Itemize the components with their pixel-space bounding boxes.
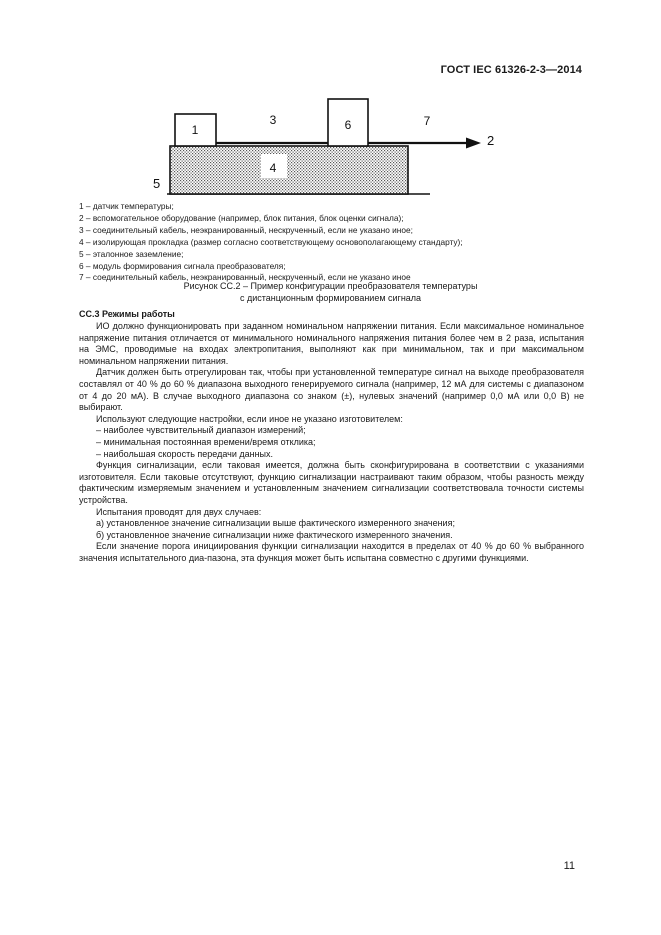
figure-caption-line2: с дистанционным формированием сигнала [239, 293, 422, 303]
figure-label-4: 4 [269, 161, 277, 175]
list-item: а) установленное значение сигнализации выше фактического измеренного значения; [96, 518, 455, 529]
section-title: СС.3 Режимы работы [79, 309, 175, 319]
figure-diagram [0, 90, 661, 200]
legend-item: 5 – эталонное заземление; [79, 248, 184, 259]
figure-legend [79, 201, 589, 284]
figure-label-3: 3 [269, 113, 277, 127]
paragraph: Используют следующие настройки, если иное не указано изготовителем: [96, 413, 403, 424]
figure-label-5: 5 [153, 176, 161, 191]
legend-item: 1 – датчик температуры; [79, 201, 174, 211]
paragraph: ИО должно функционировать при заданном номинальном напряжении питания. Если максимальное номинальное напряжение питания отличается от минимального номинального напряжения питания более чем в 2 раза, испытания на ЭМС, проводимые на входах электропитания, выполняют как при минимальном, так и при максимальном номинальном напряжении питания. [79, 321, 584, 366]
figure-label-2: 2 [487, 133, 495, 148]
legend-item: 4 – изолирующая прокладка (размер согласно соответствующему основополагающему стандарту); [79, 236, 463, 247]
legend-item: 2 – вспомогательное оборудование (например, блок питания, блок оценки сигнала); [79, 212, 404, 223]
paragraph: Датчик должен быть отрегулирован так, чтобы при установленной температуре сигнал на выходе преобразователя составлял от 40 % до 60 % диапазона выходного генерируемого сигнала (например, 12 мА для системы с диапазоном от 4 до 20 мА). В случае выходного диапазона со знаком (±), нулевых значений (например 0,0 мА или 0,0 В) не выбирают. [79, 367, 584, 413]
figure-caption-line1: Рисунок СС.2 – Пример конфигурации преобразователя температуры [183, 281, 478, 291]
list-item: – минимальная постоянная времени/время отклика; [96, 436, 316, 447]
legend-item: 6 – модуль формирования сигнала преобразователя; [79, 260, 286, 271]
arrow-head-icon [466, 138, 481, 149]
document-header-title: ГОСТ IEC 61326-2-3—2014 [440, 64, 582, 76]
paragraph: Испытания проводят для двух случаев: [96, 506, 262, 517]
insulating-pad [170, 146, 408, 194]
legend-item: 3 – соединительный кабель, неэкранированный, нескрученный, если не указано иное; [79, 224, 413, 235]
page-number: 11 [563, 860, 575, 872]
figure-label-1: 1 [191, 123, 199, 137]
figure-label-7: 7 [423, 114, 431, 128]
list-item: – наибольшая скорость передачи данных. [96, 448, 274, 459]
section-body [79, 321, 584, 564]
list-item: – наиболее чувствительный диапазон измерений; [96, 425, 306, 436]
paragraph: Если значение порога инициирования функции сигнализации находится в пределах от 40 % до 60 % выбранного значения испытательного диа-пазона, эта функция может быть испытана совместно с другими функциями. [79, 541, 584, 563]
list-item: б) установленное значение сигнализации ниже фактического измеренного значения. [96, 529, 453, 540]
paragraph: Функция сигнализации, если таковая имеется, должна быть сконфигурирована в соответствии с указаниями изготовителя. Если таковые отсутствуют, функцию сигнализации настраивают таким образом, чтобы разность между фактическим измеряемым значением и установленным значением сигнализации соответствовала точности системы устройства. [79, 460, 584, 505]
figure-label-6: 6 [344, 118, 352, 132]
legend-item: 7 – соединительный кабель, неэкранированный, нескрученный, если не указано иное [79, 272, 411, 283]
